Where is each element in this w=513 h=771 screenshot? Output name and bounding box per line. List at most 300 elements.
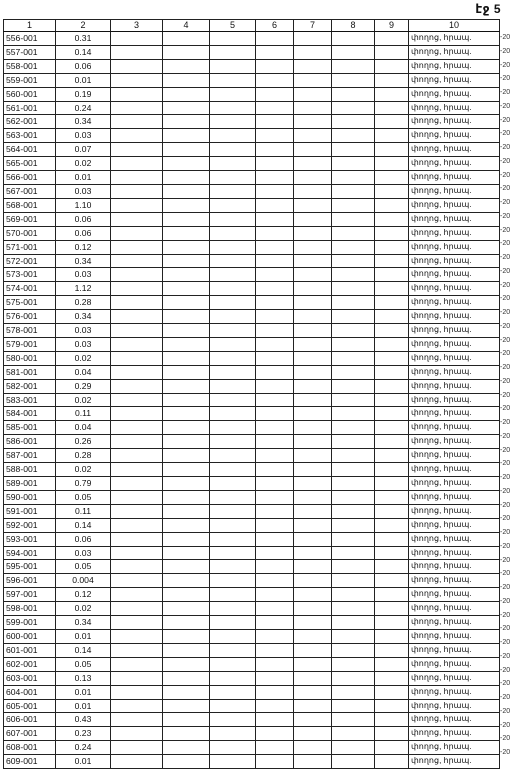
empty-cell	[163, 741, 210, 755]
margin-mark: -20	[500, 364, 511, 371]
column-header-8: 8	[332, 20, 375, 32]
area-cell: 0.02	[56, 157, 111, 171]
empty-cell	[210, 393, 256, 407]
area-cell: 0.05	[56, 490, 111, 504]
empty-cell	[256, 560, 294, 574]
column-header-10: 10	[409, 20, 500, 32]
empty-cell	[294, 157, 332, 171]
margin-mark: -20	[500, 377, 511, 385]
empty-cell	[256, 73, 294, 87]
empty-cell	[332, 532, 375, 546]
empty-cell	[294, 588, 332, 602]
empty-cell	[375, 254, 409, 268]
margin-mark: -20	[500, 625, 511, 633]
empty-cell	[210, 45, 256, 59]
empty-cell	[256, 198, 294, 212]
area-cell: 0.06	[56, 226, 111, 240]
empty-cell	[375, 713, 409, 727]
empty-cell	[332, 671, 375, 685]
empty-cell	[210, 449, 256, 463]
empty-cell	[256, 87, 294, 101]
empty-cell	[111, 602, 163, 616]
empty-cell	[210, 171, 256, 185]
parcel-code-cell: 562-001	[4, 115, 56, 129]
empty-cell	[256, 421, 294, 435]
land-use-cell: փողոց, հրապ.	[409, 699, 500, 713]
table-row	[4, 129, 500, 143]
margin-mark: -20	[500, 652, 511, 660]
empty-cell	[375, 532, 409, 546]
parcel-code-cell: 599-001	[4, 616, 56, 630]
empty-cell	[111, 310, 163, 324]
empty-cell	[163, 477, 210, 491]
parcel-code-cell: 582-001	[4, 379, 56, 393]
empty-cell	[111, 755, 163, 769]
area-cell: 0.11	[56, 407, 111, 421]
empty-cell	[294, 574, 332, 588]
empty-cell	[256, 310, 294, 324]
empty-cell	[294, 518, 332, 532]
area-cell: 0.01	[56, 73, 111, 87]
empty-cell	[163, 129, 210, 143]
area-cell: 0.12	[56, 588, 111, 602]
table-row	[4, 727, 500, 741]
empty-cell	[375, 129, 409, 143]
table-row	[4, 282, 500, 296]
table-row	[4, 477, 500, 491]
empty-cell	[332, 435, 375, 449]
empty-cell	[163, 532, 210, 546]
empty-cell	[332, 657, 375, 671]
land-use-cell: փողոց, հրապ.	[409, 365, 500, 379]
empty-cell	[163, 115, 210, 129]
empty-cell	[210, 643, 256, 657]
empty-cell	[256, 129, 294, 143]
empty-cell	[332, 699, 375, 713]
empty-cell	[256, 296, 294, 310]
empty-cell	[111, 226, 163, 240]
land-use-cell: փողոց, հրապ.	[409, 59, 500, 73]
empty-cell	[111, 643, 163, 657]
empty-cell	[163, 59, 210, 73]
empty-cell	[163, 643, 210, 657]
parcel-code-cell: 606-001	[4, 713, 56, 727]
area-cell: 0.06	[56, 532, 111, 546]
empty-cell	[163, 87, 210, 101]
table-row	[4, 393, 500, 407]
empty-cell	[111, 45, 163, 59]
empty-cell	[163, 157, 210, 171]
land-use-cell: փողոց, հրապ.	[409, 407, 500, 421]
empty-cell	[332, 393, 375, 407]
empty-cell	[375, 560, 409, 574]
empty-cell	[332, 324, 375, 338]
empty-cell	[332, 268, 375, 282]
empty-cell	[111, 212, 163, 226]
table-row	[4, 629, 500, 643]
empty-cell	[375, 393, 409, 407]
empty-cell	[375, 490, 409, 504]
land-use-cell: փողոց, հրապ.	[409, 727, 500, 741]
area-cell: 0.02	[56, 463, 111, 477]
table-row	[4, 337, 500, 351]
table-row	[4, 643, 500, 657]
empty-cell	[294, 143, 332, 157]
area-cell: 0.02	[56, 351, 111, 365]
empty-cell	[332, 240, 375, 254]
empty-cell	[294, 198, 332, 212]
margin-mark: -20	[500, 487, 511, 495]
empty-cell	[375, 351, 409, 365]
empty-cell	[111, 157, 163, 171]
empty-cell	[111, 629, 163, 643]
area-cell: 0.28	[56, 449, 111, 463]
empty-cell	[294, 477, 332, 491]
parcel-code-cell: 561-001	[4, 101, 56, 115]
empty-cell	[163, 671, 210, 685]
margin-mark: -20	[500, 226, 511, 234]
table-row	[4, 101, 500, 115]
empty-cell	[375, 365, 409, 379]
empty-cell	[294, 755, 332, 769]
empty-cell	[294, 226, 332, 240]
table-row	[4, 254, 500, 268]
empty-cell	[210, 101, 256, 115]
empty-cell	[294, 643, 332, 657]
empty-cell	[256, 685, 294, 699]
empty-cell	[210, 282, 256, 296]
parcel-code-cell: 591-001	[4, 504, 56, 518]
table-row	[4, 546, 500, 560]
column-header-2: 2	[56, 20, 111, 32]
area-cell: 0.01	[56, 685, 111, 699]
table-row	[4, 268, 500, 282]
margin-mark: -20	[500, 102, 511, 110]
empty-cell	[294, 324, 332, 338]
empty-cell	[210, 504, 256, 518]
empty-cell	[375, 310, 409, 324]
empty-cell	[294, 560, 332, 574]
empty-cell	[210, 115, 256, 129]
empty-cell	[294, 337, 332, 351]
area-cell: 0.06	[56, 212, 111, 226]
empty-cell	[163, 435, 210, 449]
margin-mark: -20	[500, 419, 511, 426]
area-cell: 0.04	[56, 421, 111, 435]
margin-mark: -20	[500, 391, 511, 399]
empty-cell	[163, 685, 210, 699]
empty-cell	[111, 282, 163, 296]
empty-cell	[210, 184, 256, 198]
empty-cell	[294, 184, 332, 198]
empty-cell	[210, 407, 256, 421]
empty-cell	[210, 490, 256, 504]
empty-cell	[375, 616, 409, 630]
table-row	[4, 435, 500, 449]
empty-cell	[294, 282, 332, 296]
empty-cell	[210, 254, 256, 268]
column-header-5: 5	[210, 20, 256, 32]
empty-cell	[256, 643, 294, 657]
empty-cell	[375, 463, 409, 477]
empty-cell	[332, 351, 375, 365]
empty-cell	[210, 463, 256, 477]
empty-cell	[256, 449, 294, 463]
margin-mark: -20	[500, 432, 511, 440]
empty-cell	[210, 310, 256, 324]
table-row	[4, 365, 500, 379]
empty-cell	[111, 671, 163, 685]
empty-cell	[111, 351, 163, 365]
land-use-cell: փողոց, հրապ.	[409, 310, 500, 324]
empty-cell	[256, 240, 294, 254]
empty-cell	[294, 254, 332, 268]
land-use-cell: փողոց, հրապ.	[409, 532, 500, 546]
margin-mark: -20	[500, 75, 511, 83]
area-cell: 0.01	[56, 171, 111, 185]
column-header-1: 1	[4, 20, 56, 32]
parcel-code-cell: 598-001	[4, 602, 56, 616]
empty-cell	[375, 143, 409, 157]
margin-mark: -20	[500, 570, 511, 578]
land-use-cell: փողոց, հրապ.	[409, 504, 500, 518]
empty-cell	[111, 268, 163, 282]
column-header-7: 7	[294, 20, 332, 32]
ledger-table	[3, 19, 500, 769]
table-row	[4, 588, 500, 602]
empty-cell	[210, 616, 256, 630]
empty-cell	[375, 574, 409, 588]
empty-cell	[375, 184, 409, 198]
empty-cell	[332, 32, 375, 46]
table-row	[4, 73, 500, 87]
area-cell: 0.29	[56, 379, 111, 393]
empty-cell	[332, 143, 375, 157]
empty-cell	[332, 755, 375, 769]
parcel-code-cell: 573-001	[4, 268, 56, 282]
empty-cell	[375, 282, 409, 296]
land-use-cell: փողոց, հրապ.	[409, 546, 500, 560]
empty-cell	[332, 741, 375, 755]
empty-cell	[210, 741, 256, 755]
empty-cell	[111, 240, 163, 254]
empty-cell	[256, 629, 294, 643]
area-cell: 0.06	[56, 59, 111, 73]
empty-cell	[294, 32, 332, 46]
margin-mark: -20	[500, 721, 511, 729]
empty-cell	[256, 184, 294, 198]
empty-cell	[256, 616, 294, 630]
table-row	[4, 212, 500, 226]
empty-cell	[294, 421, 332, 435]
empty-cell	[256, 212, 294, 226]
empty-cell	[210, 574, 256, 588]
empty-cell	[210, 477, 256, 491]
empty-cell	[294, 45, 332, 59]
empty-cell	[256, 435, 294, 449]
area-cell: 0.19	[56, 87, 111, 101]
table-row	[4, 602, 500, 616]
empty-cell	[210, 657, 256, 671]
area-cell: 0.14	[56, 45, 111, 59]
empty-cell	[163, 574, 210, 588]
area-cell: 0.04	[56, 365, 111, 379]
empty-cell	[210, 157, 256, 171]
empty-cell	[294, 240, 332, 254]
table-row	[4, 157, 500, 171]
empty-cell	[294, 699, 332, 713]
empty-cell	[294, 504, 332, 518]
empty-cell	[163, 143, 210, 157]
empty-cell	[375, 643, 409, 657]
parcel-code-cell: 568-001	[4, 198, 56, 212]
table-row	[4, 490, 500, 504]
parcel-code-cell: 571-001	[4, 240, 56, 254]
land-use-cell: փողոց, հրապ.	[409, 351, 500, 365]
parcel-code-cell: 584-001	[4, 407, 56, 421]
table-row	[4, 45, 500, 59]
empty-cell	[163, 198, 210, 212]
parcel-code-cell: 587-001	[4, 449, 56, 463]
empty-cell	[332, 463, 375, 477]
area-cell: 0.34	[56, 616, 111, 630]
area-cell: 0.02	[56, 393, 111, 407]
empty-cell	[210, 518, 256, 532]
area-cell: 0.03	[56, 324, 111, 338]
empty-cell	[256, 337, 294, 351]
empty-cell	[332, 337, 375, 351]
parcel-code-cell: 607-001	[4, 727, 56, 741]
empty-cell	[256, 671, 294, 685]
parcel-code-cell: 586-001	[4, 435, 56, 449]
empty-cell	[210, 240, 256, 254]
empty-cell	[332, 171, 375, 185]
table-row	[4, 574, 500, 588]
empty-cell	[294, 212, 332, 226]
empty-cell	[256, 59, 294, 73]
empty-cell	[332, 310, 375, 324]
area-cell: 0.34	[56, 115, 111, 129]
empty-cell	[111, 477, 163, 491]
area-cell: 0.05	[56, 560, 111, 574]
parcel-code-cell: 556-001	[4, 32, 56, 46]
land-use-cell: փողոց, հրապ.	[409, 741, 500, 755]
empty-cell	[210, 755, 256, 769]
margin-mark: -20	[500, 47, 511, 55]
margin-mark: -20	[500, 515, 511, 523]
empty-cell	[163, 518, 210, 532]
land-use-cell: փողոց, հրապ.	[409, 226, 500, 240]
empty-cell	[111, 574, 163, 588]
area-cell: 0.11	[56, 504, 111, 518]
parcel-code-cell: 608-001	[4, 741, 56, 755]
empty-cell	[332, 602, 375, 616]
empty-cell	[332, 282, 375, 296]
area-cell: 0.14	[56, 518, 111, 532]
empty-cell	[332, 477, 375, 491]
empty-cell	[294, 490, 332, 504]
empty-cell	[375, 268, 409, 282]
land-use-cell: փողոց, հրապ.	[409, 393, 500, 407]
empty-cell	[375, 421, 409, 435]
margin-mark: -20	[500, 446, 511, 454]
parcel-code-cell: 574-001	[4, 282, 56, 296]
empty-cell	[111, 115, 163, 129]
margin-mark: -20	[500, 309, 511, 316]
margin-mark: -20	[500, 405, 511, 413]
area-cell: 0.01	[56, 629, 111, 643]
empty-cell	[111, 435, 163, 449]
area-cell: 1.10	[56, 198, 111, 212]
land-use-cell: փողոց, հրապ.	[409, 282, 500, 296]
empty-cell	[163, 546, 210, 560]
column-header-4: 4	[163, 20, 210, 32]
table-row	[4, 407, 500, 421]
empty-cell	[375, 602, 409, 616]
empty-cell	[111, 393, 163, 407]
empty-cell	[294, 685, 332, 699]
parcel-code-cell: 585-001	[4, 421, 56, 435]
empty-cell	[210, 73, 256, 87]
area-cell: 0.01	[56, 755, 111, 769]
empty-cell	[210, 435, 256, 449]
margin-mark: -20	[500, 666, 511, 674]
land-use-cell: փողոց, հրապ.	[409, 32, 500, 46]
land-use-cell: փողոց, հրապ.	[409, 268, 500, 282]
empty-cell	[375, 212, 409, 226]
empty-cell	[210, 379, 256, 393]
empty-cell	[375, 379, 409, 393]
empty-cell	[332, 574, 375, 588]
margin-mark: -20	[500, 295, 511, 303]
empty-cell	[163, 282, 210, 296]
parcel-code-cell: 603-001	[4, 671, 56, 685]
margin-mark: -20	[500, 34, 511, 41]
margin-mark: -20	[500, 542, 511, 550]
empty-cell	[332, 115, 375, 129]
land-use-cell: փողոց, հրապ.	[409, 560, 500, 574]
parcel-code-cell: 601-001	[4, 643, 56, 657]
empty-cell	[294, 296, 332, 310]
empty-cell	[111, 379, 163, 393]
empty-cell	[256, 254, 294, 268]
parcel-code-cell: 583-001	[4, 393, 56, 407]
empty-cell	[375, 324, 409, 338]
empty-cell	[111, 143, 163, 157]
empty-cell	[163, 755, 210, 769]
land-use-cell: փողոց, հրապ.	[409, 574, 500, 588]
empty-cell	[256, 407, 294, 421]
parcel-code-cell: 597-001	[4, 588, 56, 602]
empty-cell	[163, 351, 210, 365]
empty-cell	[111, 129, 163, 143]
margin-mark: -20	[500, 240, 511, 248]
margin-marks	[500, 31, 513, 760]
table-row	[4, 657, 500, 671]
empty-cell	[163, 226, 210, 240]
land-use-cell: փողոց, հրապ.	[409, 87, 500, 101]
land-use-cell: փողոց, հրապ.	[409, 449, 500, 463]
empty-cell	[163, 713, 210, 727]
empty-cell	[163, 268, 210, 282]
margin-mark: -20	[500, 584, 511, 591]
empty-cell	[256, 755, 294, 769]
empty-cell	[111, 699, 163, 713]
margin-mark: -20	[500, 501, 511, 509]
empty-cell	[332, 504, 375, 518]
empty-cell	[111, 713, 163, 727]
empty-cell	[210, 337, 256, 351]
